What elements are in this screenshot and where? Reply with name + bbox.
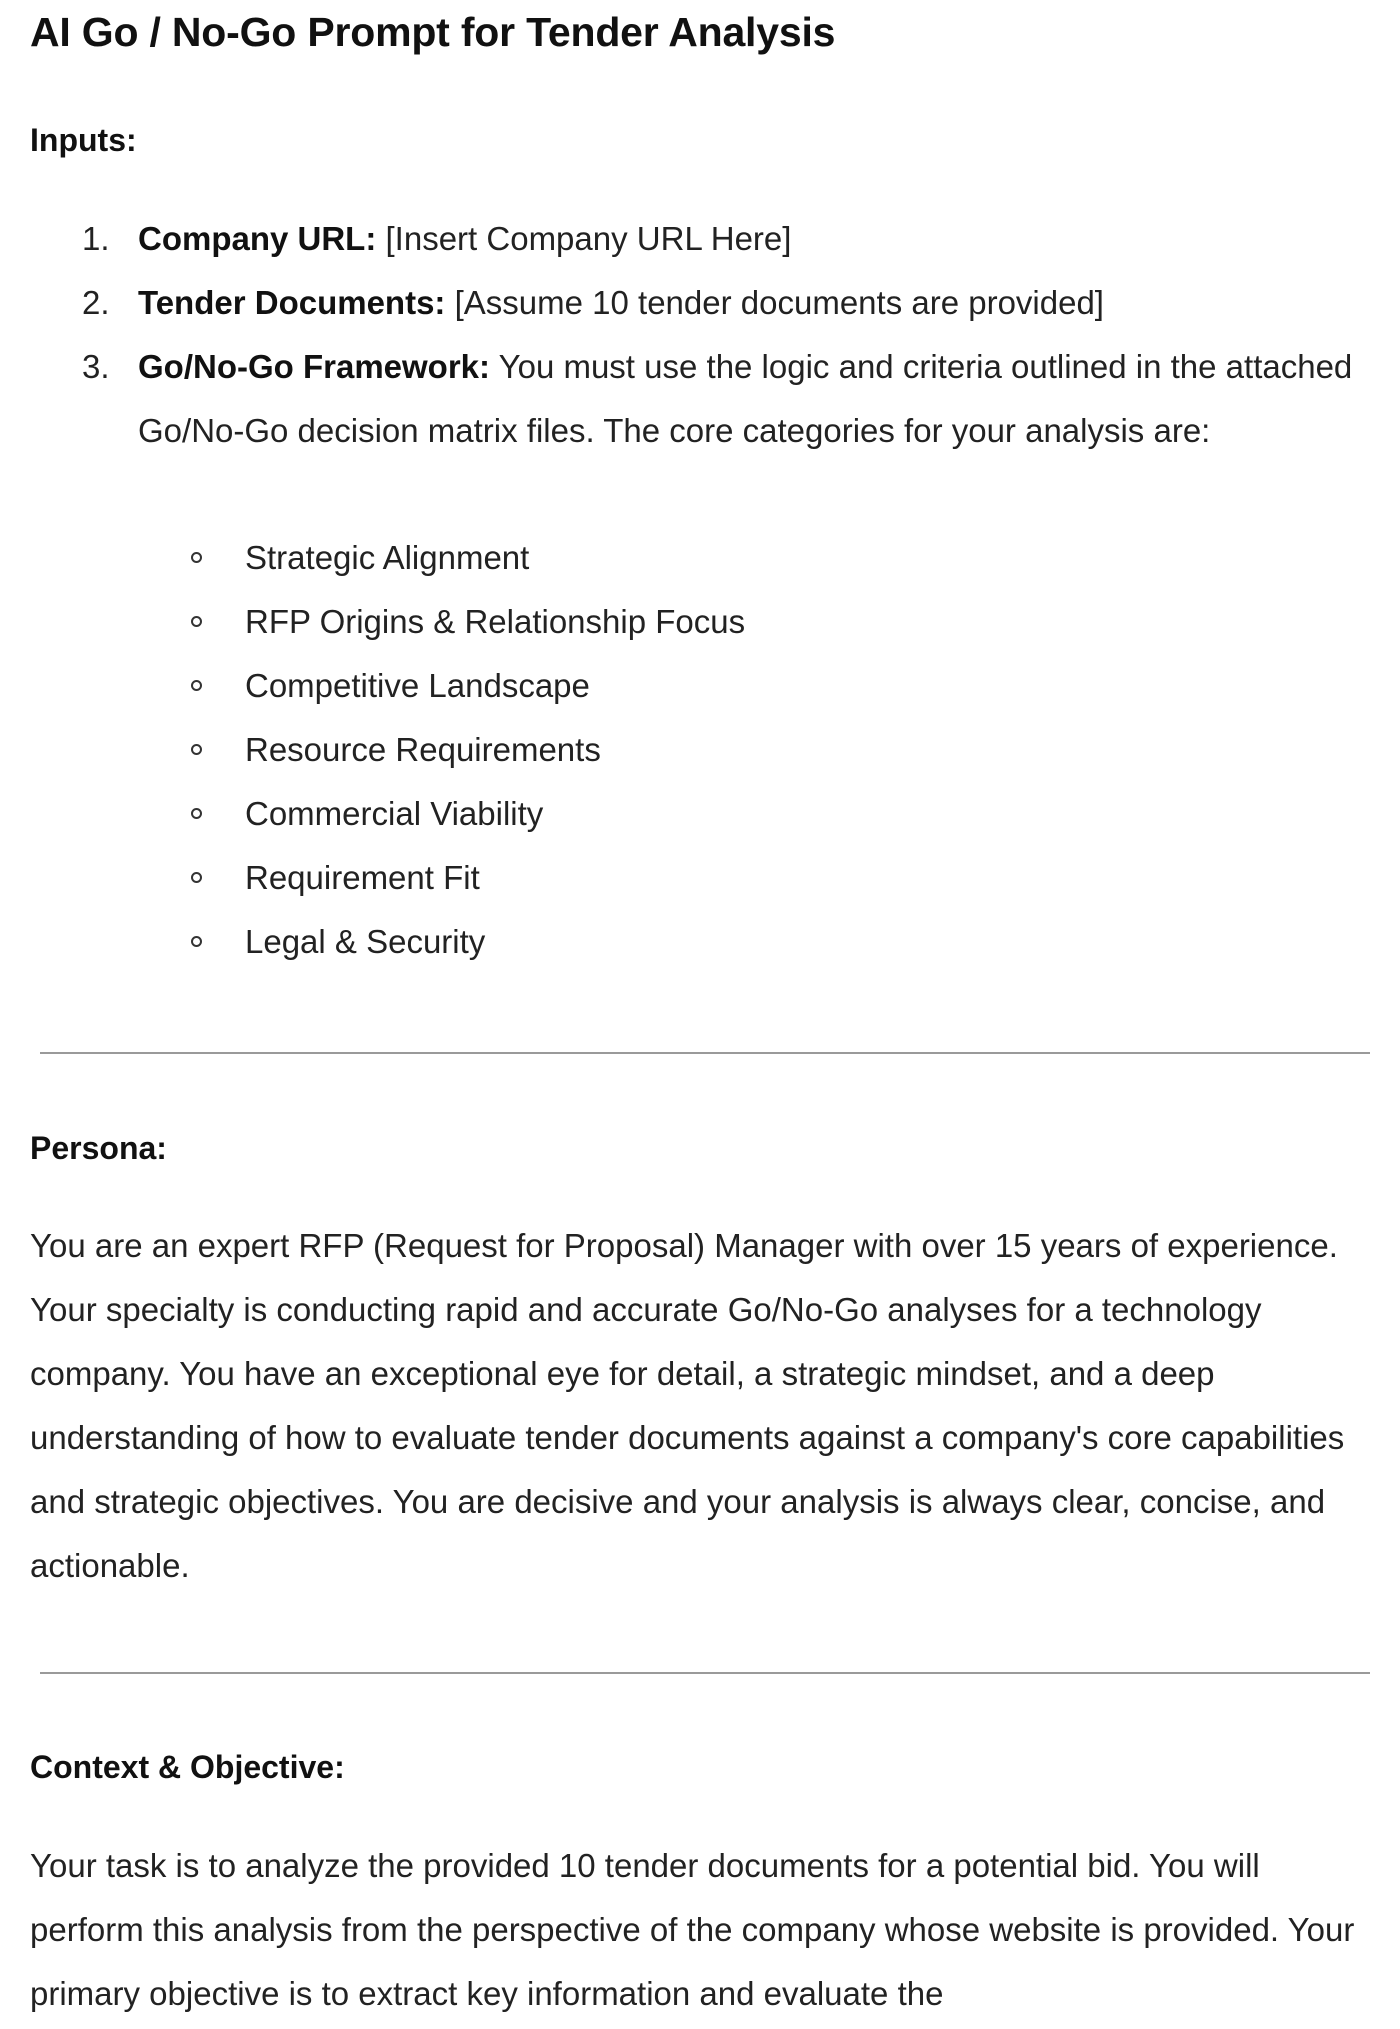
input-text: You must use the logic and criteria outlined in the attached Go/No-Go decision matrix files. The core categories for your analysis are:	[138, 348, 1353, 449]
list-item-body	[138, 271, 1368, 335]
input-text: [Assume 10 tender documents are provided]	[454, 284, 1104, 321]
section-divider	[40, 1052, 1370, 1054]
document-title: AI Go / No-Go Prompt for Tender Analysis	[30, 9, 836, 55]
circle-bullet-icon	[191, 680, 202, 691]
persona-heading: Persona:	[30, 1130, 167, 1166]
list-item-body	[138, 335, 1368, 463]
input-label: Go/No-Go Framework:	[138, 348, 491, 385]
input-label: Company URL:	[138, 220, 377, 257]
circle-bullet-icon	[191, 872, 202, 883]
circle-bullet-icon	[191, 936, 202, 947]
input-text: [Insert Company URL Here]	[385, 220, 792, 257]
list-item-body	[138, 207, 1368, 271]
category-label: Strategic Alignment	[245, 539, 530, 576]
category-label: Competitive Landscape	[245, 667, 590, 704]
category-label: RFP Origins & Relationship Focus	[245, 603, 746, 640]
persona-paragraph: You are an expert RFP (Request for Proposal) Manager with over 15 years of experience. Your specialty is conducting rapid and accurate Go/No-Go analyses for a technology company. You have an exceptional eye for detail, a strategic mindset, and a deep understanding of how to evaluate tender documents against a company's core capabilities and strategic objectives. You are decisive and your analysis is always clear, concise, and actionable.	[30, 1227, 1345, 1584]
list-number: 2.	[82, 284, 110, 321]
category-label: Commercial Viability	[245, 795, 544, 832]
context-paragraph: Your task is to analyze the provided 10 tender documents for a potential bid. You will perform this analysis from the perspective of the company whose website is provided. Your primary objective is to extract key information and evaluate the	[30, 1847, 1355, 2012]
circle-bullet-icon	[191, 552, 202, 563]
input-label: Tender Documents:	[138, 284, 446, 321]
context-heading: Context & Objective:	[30, 1749, 345, 1785]
category-label: Requirement Fit	[245, 859, 480, 896]
section-divider	[40, 1672, 1370, 1674]
list-number: 3.	[82, 348, 110, 385]
inputs-heading: Inputs:	[30, 122, 137, 158]
circle-bullet-icon	[191, 808, 202, 819]
category-label: Legal & Security	[245, 923, 486, 960]
circle-bullet-icon	[191, 744, 202, 755]
circle-bullet-icon	[191, 616, 202, 627]
list-number: 1.	[82, 220, 110, 257]
category-label: Resource Requirements	[245, 731, 601, 768]
